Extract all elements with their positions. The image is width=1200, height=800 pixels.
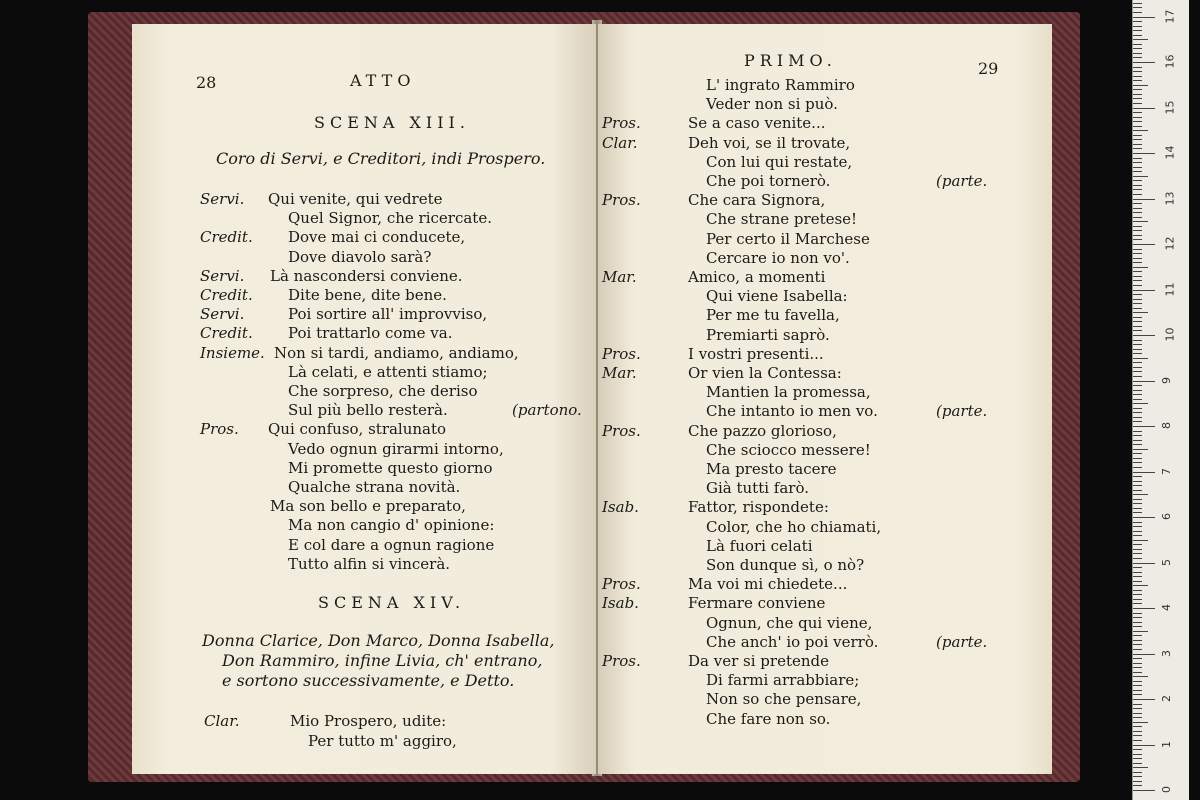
ruler-tick	[1133, 185, 1142, 186]
ruler-tick	[1133, 176, 1148, 177]
verse-line: Quel Signor, che ricercate.	[288, 209, 492, 228]
ruler-tick	[1133, 531, 1142, 532]
speaker-label: Clar.	[204, 712, 240, 730]
ruler-tick	[1133, 731, 1142, 732]
ruler-tick	[1133, 458, 1142, 459]
ruler-label: 9	[1160, 376, 1173, 384]
ruler-tick	[1133, 585, 1148, 586]
ruler-tick	[1133, 599, 1142, 600]
ruler-tick	[1133, 340, 1142, 341]
ruler-tick	[1133, 590, 1142, 591]
verse-line: Veder non si può.	[706, 95, 838, 114]
speaker-label: Clar.	[602, 133, 638, 152]
ruler-tick	[1133, 126, 1142, 127]
ruler-label: 2	[1160, 695, 1173, 702]
ruler-tick	[1133, 640, 1142, 641]
ruler-tick	[1133, 290, 1155, 291]
ruler-label: 5	[1160, 558, 1173, 566]
ruler-tick	[1133, 544, 1142, 545]
verse-line: Con lui qui restate,	[706, 152, 853, 171]
stage-aside: (partono.	[512, 401, 582, 420]
running-head: ATTO	[350, 71, 416, 90]
ruler-tick	[1133, 199, 1155, 200]
verse-line: Color, che ho chiamati,	[706, 517, 882, 536]
ruler-label: 16	[1163, 54, 1177, 69]
verse-line: Ma voi mi chiedete...	[688, 575, 848, 594]
ruler-tick	[1133, 226, 1142, 227]
ruler-tick	[1133, 713, 1142, 714]
ruler-tick	[1133, 644, 1142, 645]
speaker-label: Credit.	[200, 324, 253, 343]
ruler-tick	[1133, 294, 1142, 295]
ruler-tick	[1133, 112, 1142, 113]
verse-line: Là celati, e attenti stiamo;	[288, 362, 488, 381]
verse-line: Qui venite, qui vedrete	[268, 190, 443, 208]
ruler-tick	[1133, 244, 1155, 245]
ruler-tick	[1133, 603, 1142, 604]
ruler-tick	[1133, 153, 1155, 154]
ruler-tick	[1133, 44, 1142, 45]
ruler-tick	[1133, 776, 1142, 777]
speaker-label: Credit.	[200, 286, 253, 304]
ruler-tick	[1133, 403, 1148, 404]
ruler-tick	[1133, 312, 1148, 313]
ruler-label: 13	[1163, 191, 1177, 205]
verse-line: Mantien la promessa,	[706, 383, 871, 402]
ruler-tick	[1133, 7, 1142, 8]
verse-line: Dove mai ci conducete,	[288, 228, 466, 247]
ruler-tick	[1133, 517, 1155, 518]
verse-line: Che intanto io men vo.	[706, 402, 878, 421]
ruler-tick	[1133, 654, 1155, 655]
ruler-tick	[1133, 490, 1142, 491]
ruler-tick	[1133, 722, 1148, 723]
ruler-tick	[1133, 335, 1155, 336]
verse-line: Premiarti saprò.	[706, 325, 830, 344]
verse-line: Sul più bello resterà.	[288, 401, 448, 420]
ruler-tick	[1133, 685, 1142, 686]
ruler-tick	[1133, 726, 1142, 727]
ruler-tick	[1133, 503, 1142, 504]
ruler-tick	[1133, 117, 1142, 118]
ruler-tick	[1133, 321, 1142, 322]
verse-line: Che sorpreso, che deriso	[288, 382, 478, 400]
verse-line: Ma presto tacere	[706, 460, 837, 478]
verse-line: Per tutto m' aggiro,	[308, 732, 457, 750]
ruler-tick	[1133, 98, 1142, 99]
ruler-tick	[1133, 676, 1148, 677]
verse-line: Cercare io non vo'.	[706, 248, 850, 267]
ruler-tick	[1133, 563, 1155, 564]
ruler-tick	[1133, 80, 1142, 81]
ruler-label: 7	[1160, 467, 1173, 475]
ruler-label: 15	[1163, 100, 1177, 114]
ruler-label: 10	[1163, 327, 1177, 342]
ruler-tick	[1133, 121, 1142, 122]
ruler-tick	[1133, 39, 1148, 40]
ruler-tick	[1133, 271, 1142, 272]
ruler-tick	[1133, 617, 1142, 618]
ruler-tick	[1133, 704, 1142, 705]
ruler-tick	[1133, 230, 1142, 231]
ruler-tick	[1133, 249, 1142, 250]
ruler-tick	[1133, 699, 1155, 700]
ruler-tick	[1133, 476, 1142, 477]
ruler-tick	[1133, 635, 1142, 636]
ruler-label: 4	[1160, 604, 1173, 611]
ruler-tick	[1133, 399, 1142, 400]
ruler-tick	[1133, 494, 1148, 495]
ruler-tick	[1133, 103, 1142, 104]
verse-line: Che fare non so.	[706, 709, 831, 728]
ruler-tick	[1133, 390, 1142, 391]
ruler-tick	[1133, 367, 1142, 368]
ruler-tick	[1133, 394, 1142, 395]
verse-line: Son dunque sì, o nò?	[706, 556, 865, 574]
verse-line: Non si tardi, andiamo, andiamo,	[274, 343, 519, 362]
verse-line: L' ingrato Rammiro	[706, 76, 855, 94]
ruler-tick	[1133, 108, 1155, 109]
speaker-label: Pros.	[200, 420, 239, 439]
ruler-tick	[1133, 462, 1142, 463]
ruler-tick	[1133, 167, 1142, 168]
ruler-tick	[1133, 663, 1142, 664]
page-number: 28	[196, 73, 217, 92]
ruler-tick	[1133, 608, 1155, 609]
ruler-label: 17	[1163, 9, 1177, 23]
measuring-ruler	[1132, 0, 1189, 800]
verse-line: Di farmi arrabbiare;	[706, 671, 860, 690]
ruler-tick	[1133, 94, 1142, 95]
ruler-tick	[1133, 440, 1142, 441]
ruler-label: 11	[1163, 282, 1177, 296]
ruler-tick	[1133, 376, 1142, 377]
ruler-tick	[1133, 203, 1142, 204]
verse-line: Amico, a momenti	[688, 268, 826, 286]
speaker-label: Pros.	[602, 575, 641, 594]
ruler-tick	[1133, 485, 1142, 486]
stage-aside: (parte.	[936, 172, 988, 190]
ruler-label: 6	[1160, 513, 1173, 520]
speaker-label: Credit.	[200, 228, 253, 247]
ruler-tick	[1133, 262, 1142, 263]
ruler-tick	[1133, 135, 1142, 136]
speaker-label: Isab.	[602, 594, 639, 613]
ruler-tick	[1133, 694, 1142, 695]
ruler-tick	[1133, 267, 1148, 268]
speaker-label: Pros.	[602, 114, 641, 133]
verse-line: Che poi tornerò.	[706, 172, 831, 190]
speaker-label: Servi.	[200, 190, 245, 208]
ruler-tick	[1133, 785, 1142, 786]
verse-line: Per me tu favella,	[706, 306, 840, 325]
ruler-tick	[1133, 303, 1142, 304]
ruler-tick	[1133, 581, 1142, 582]
speaker-label: Insieme.	[200, 343, 265, 362]
ruler-tick	[1133, 772, 1142, 773]
ruler-label: 8	[1160, 422, 1173, 429]
ruler-tick	[1133, 208, 1142, 209]
verse-line: Là nascondersi conviene.	[270, 266, 463, 285]
ruler-tick	[1133, 512, 1142, 513]
ruler-tick	[1133, 212, 1142, 213]
ruler-tick	[1133, 435, 1142, 436]
verse-line: Da ver si pretende	[688, 652, 829, 670]
ruler-tick	[1133, 758, 1142, 759]
ruler-tick	[1133, 754, 1142, 755]
verse-line: Deh voi, se il trovate,	[688, 133, 851, 152]
ruler-tick	[1133, 622, 1142, 623]
ruler-tick	[1133, 53, 1142, 54]
ruler-tick	[1133, 690, 1142, 691]
stage-aside: (parte.	[936, 632, 988, 651]
verse-line: Poi trattarlo come va.	[288, 324, 453, 343]
ruler-tick	[1133, 17, 1155, 18]
ruler-tick	[1133, 526, 1142, 527]
verse-line: Qui confuso, stralunato	[268, 420, 447, 439]
ruler-tick	[1133, 71, 1142, 72]
ruler-tick	[1133, 253, 1142, 254]
ruler-tick	[1133, 740, 1142, 741]
ruler-tick	[1133, 499, 1142, 500]
ruler-tick	[1133, 89, 1142, 90]
ruler-tick	[1133, 280, 1142, 281]
ruler-tick	[1133, 508, 1142, 509]
ruler-tick	[1133, 549, 1142, 550]
scene-cast-line: Donna Clarice, Don Marco, Donna Isabella,	[202, 631, 555, 650]
speaker-label: Pros.	[602, 421, 641, 440]
ruler-tick	[1133, 194, 1142, 195]
ruler-tick	[1133, 258, 1142, 259]
running-head: PRIMO.	[744, 51, 837, 70]
ruler-tick	[1133, 522, 1142, 523]
ruler-tick	[1133, 481, 1142, 482]
page-number: 29	[978, 59, 999, 78]
verse-line: E col dare a ognun ragione	[288, 535, 495, 554]
ruler-tick	[1133, 381, 1155, 382]
ruler-tick	[1133, 148, 1142, 149]
ruler-tick	[1133, 613, 1142, 614]
ruler-tick	[1133, 276, 1142, 277]
ruler-tick	[1133, 385, 1142, 386]
ruler-tick	[1133, 285, 1142, 286]
ruler-tick	[1133, 371, 1142, 372]
ruler-tick	[1133, 139, 1142, 140]
scene-cast-line: Don Rammiro, infine Livia, ch' entrano,	[222, 651, 543, 670]
ruler-tick	[1133, 317, 1142, 318]
scene-cast-line: e sortono successivamente, e Detto.	[222, 671, 515, 690]
ruler-tick	[1133, 57, 1142, 58]
verse-line: Mi promette questo giorno	[288, 458, 493, 477]
speaker-label: Servi.	[200, 305, 245, 324]
ruler-tick	[1133, 708, 1142, 709]
ruler-tick	[1133, 21, 1142, 22]
ruler-tick	[1133, 330, 1142, 331]
verse-line: Or vien la Contessa:	[688, 364, 842, 382]
ruler-tick	[1133, 781, 1142, 782]
ruler-tick	[1133, 48, 1142, 49]
ruler-tick	[1133, 449, 1148, 450]
ruler-tick	[1133, 235, 1142, 236]
verse-line: Che anch' io poi verrò.	[706, 632, 879, 651]
verse-line: Dove diavolo sarà?	[288, 247, 432, 266]
ruler-label: 12	[1163, 236, 1177, 251]
verse-line: Ma non cangio d' opinione:	[288, 516, 495, 535]
ruler-tick	[1133, 217, 1142, 218]
ruler-tick	[1133, 30, 1142, 31]
verse-line: Già tutti farò.	[706, 479, 810, 498]
speaker-label: Mar.	[602, 268, 637, 286]
ruler-tick	[1133, 431, 1142, 432]
verse-line: I vostri presenti...	[688, 344, 824, 363]
verse-line: Qualche strana novità.	[288, 478, 461, 496]
ruler-tick	[1133, 308, 1142, 309]
verse-line: Dite bene, dite bene.	[288, 286, 447, 304]
ruler-tick	[1133, 180, 1142, 181]
ruler-label: 0	[1160, 786, 1173, 793]
speaker-label: Pros.	[602, 191, 641, 210]
ruler-tick	[1133, 749, 1142, 750]
ruler-tick	[1133, 453, 1142, 454]
ruler-tick	[1133, 745, 1155, 746]
ruler-tick	[1133, 326, 1142, 327]
ruler-tick	[1133, 144, 1142, 145]
right-page	[598, 24, 1052, 774]
speaker-label: Mar.	[602, 364, 637, 382]
ruler-tick	[1133, 421, 1142, 422]
verse-line: Che sciocco messere!	[706, 440, 871, 459]
verse-line: Poi sortire all' improvviso,	[288, 305, 488, 324]
verse-line: Che pazzo glorioso,	[688, 421, 837, 440]
verse-line: Tutto alfin si vincerà.	[288, 554, 451, 573]
ruler-tick	[1133, 426, 1155, 427]
verse-line: Ognun, che qui viene,	[706, 613, 873, 632]
stage-aside: (parte.	[936, 402, 988, 421]
ruler-tick	[1133, 553, 1142, 554]
ruler-tick	[1133, 763, 1142, 764]
ruler-tick	[1133, 344, 1142, 345]
ruler-tick	[1133, 162, 1142, 163]
ruler-tick	[1133, 735, 1142, 736]
speaker-label: Pros.	[602, 344, 641, 363]
ruler-tick	[1133, 444, 1142, 445]
ruler-tick	[1133, 35, 1142, 36]
ruler-tick	[1133, 535, 1142, 536]
ruler-tick	[1133, 158, 1142, 159]
ruler-tick	[1133, 472, 1155, 473]
ruler-tick	[1133, 717, 1142, 718]
scene-title: SCENA XIII.	[314, 113, 470, 132]
verse-line: Vedo ognun girarmi intorno,	[288, 439, 504, 458]
verse-line: Là fuori celati	[706, 536, 813, 555]
verse-line: Se a caso venite...	[688, 114, 826, 133]
ruler-tick	[1133, 558, 1142, 559]
ruler-tick	[1133, 467, 1142, 468]
verse-line: Qui viene Isabella:	[706, 287, 848, 306]
ruler-tick	[1133, 76, 1142, 77]
ruler-tick	[1133, 540, 1148, 541]
ruler-tick	[1133, 358, 1148, 359]
verse-line: Che cara Signora,	[688, 191, 826, 210]
ruler-tick	[1133, 631, 1148, 632]
verse-line: Mio Prospero, udite:	[290, 712, 447, 730]
ruler-tick	[1133, 412, 1142, 413]
verse-line: Non so che pensare,	[706, 690, 862, 709]
ruler-tick	[1133, 299, 1142, 300]
ruler-tick	[1133, 408, 1142, 409]
ruler-tick	[1133, 626, 1142, 627]
ruler-tick	[1133, 417, 1142, 418]
speaker-label: Servi.	[200, 266, 245, 285]
ruler-tick	[1133, 221, 1148, 222]
ruler-tick	[1133, 62, 1155, 63]
verse-line: Per certo il Marchese	[706, 229, 870, 248]
ruler-tick	[1133, 790, 1155, 791]
ruler-tick	[1133, 189, 1142, 190]
scene-title-2: SCENA XIV.	[318, 593, 466, 612]
left-page	[132, 24, 596, 774]
ruler-tick	[1133, 362, 1142, 363]
ruler-tick	[1133, 658, 1142, 659]
ruler-tick	[1133, 672, 1142, 673]
ruler-tick	[1133, 349, 1142, 350]
verse-line: Ma son bello e preparato,	[270, 497, 466, 516]
ruler-tick	[1133, 85, 1148, 86]
ruler-label: 3	[1160, 649, 1173, 657]
stage-direction: Coro di Servi, e Creditori, indi Prospero.	[216, 149, 546, 168]
ruler-tick	[1133, 572, 1142, 573]
speaker-label: Isab.	[602, 498, 639, 517]
verse-line: Che strane pretese!	[706, 210, 858, 229]
verse-line: Fattor, rispondete:	[688, 498, 829, 517]
ruler-tick	[1133, 67, 1142, 68]
ruler-tick	[1133, 26, 1142, 27]
ruler-tick	[1133, 130, 1148, 131]
speaker-label: Pros.	[602, 652, 641, 670]
ruler-tick	[1133, 239, 1142, 240]
ruler-tick	[1133, 681, 1142, 682]
ruler-tick	[1133, 353, 1142, 354]
ruler-tick	[1133, 594, 1142, 595]
ruler-tick	[1133, 12, 1142, 13]
ruler-tick	[1133, 649, 1142, 650]
ruler-tick	[1133, 3, 1142, 4]
ruler-tick	[1133, 576, 1142, 577]
ruler-tick	[1133, 171, 1142, 172]
ruler-tick	[1133, 767, 1148, 768]
ruler-tick	[1133, 667, 1142, 668]
ruler-label: 1	[1160, 740, 1173, 748]
ruler-tick	[1133, 567, 1142, 568]
ruler-label: 14	[1163, 145, 1177, 160]
verse-line: Fermare conviene	[688, 594, 826, 613]
